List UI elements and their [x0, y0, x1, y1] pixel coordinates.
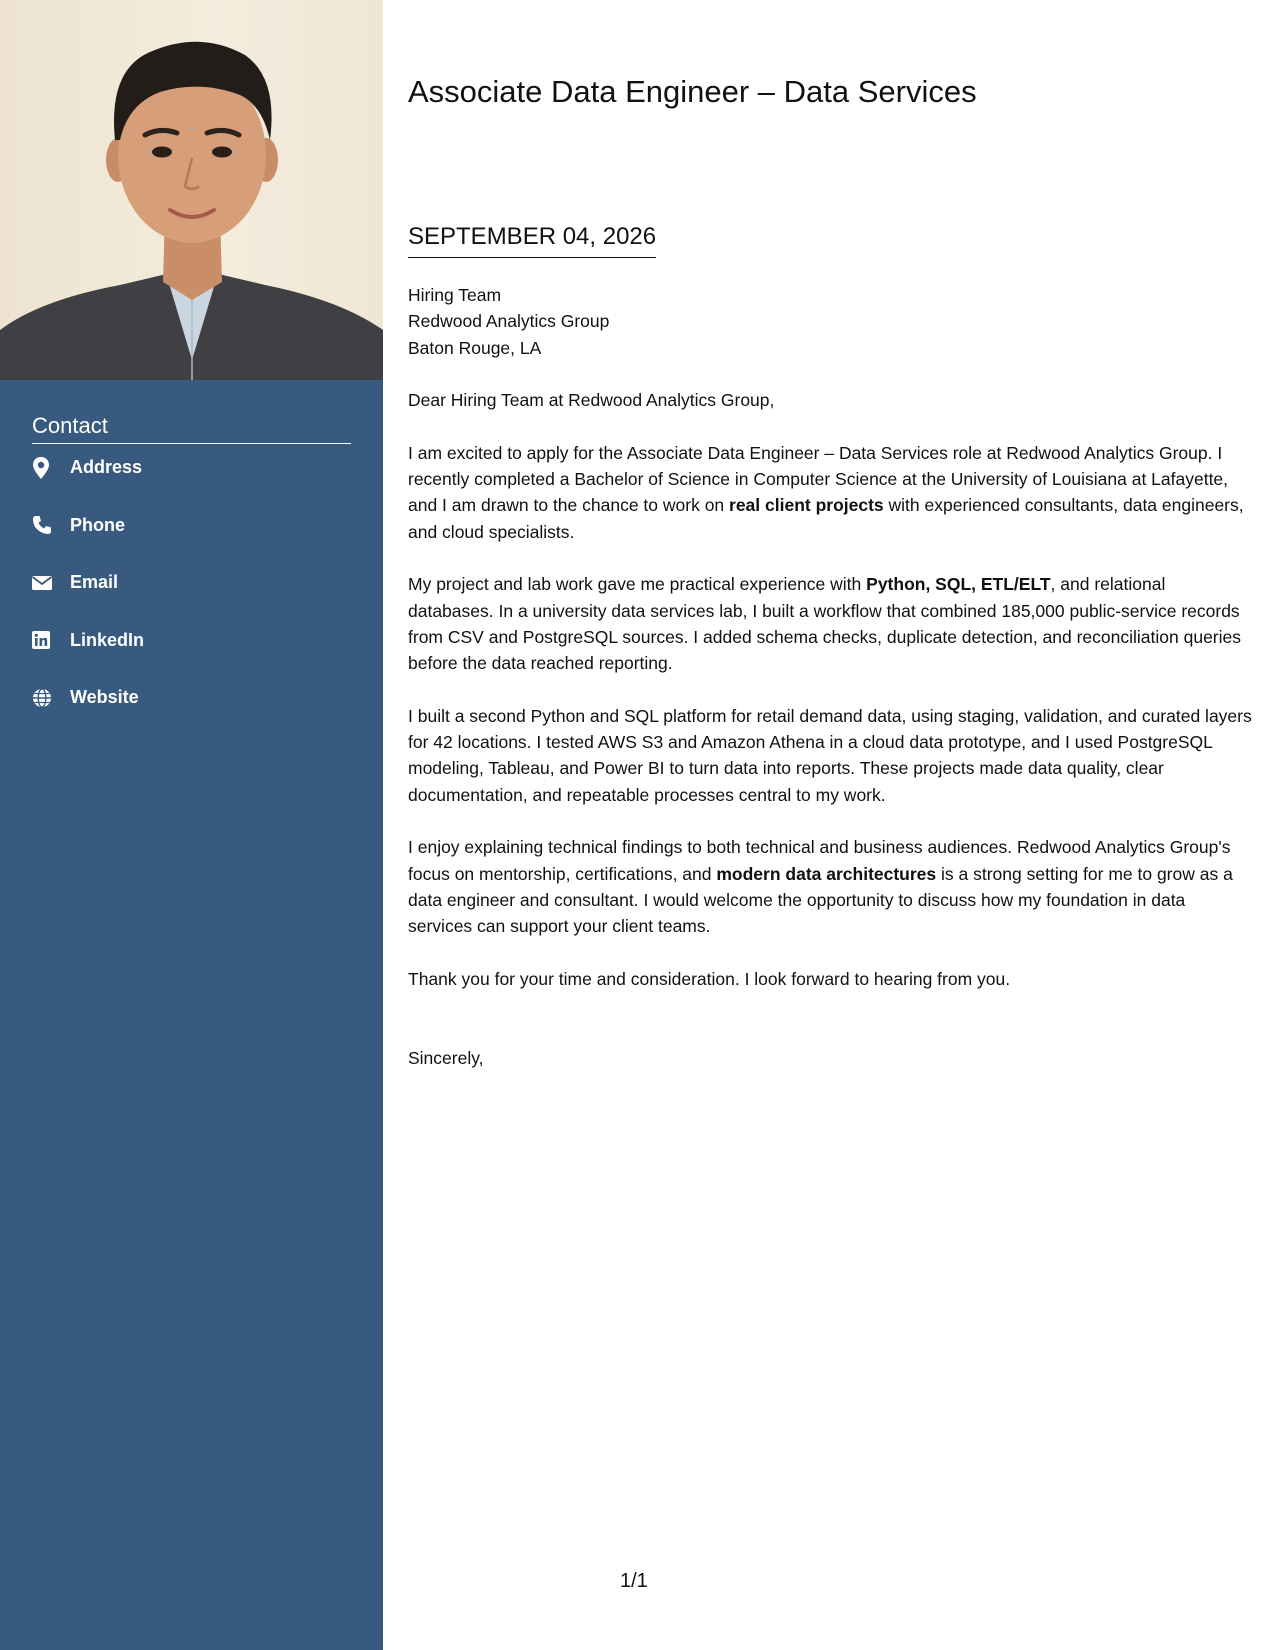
paragraph-2-text-end: , and relational databases. In a university data services lab, I built a workflow that combined 185,000 public-service records from CSV and PostgreSQL sources. I added schema checks, duplicate detection, and reconciliation queries before the data reached reporting. [408, 574, 1242, 674]
paragraph-1-bold: real client projects [729, 495, 884, 516]
profile-photo [0, 0, 383, 380]
contact-label-email: Email [70, 572, 119, 592]
contact-list [32, 455, 352, 743]
phone-icon [32, 513, 58, 538]
sidebar [0, 0, 383, 1650]
contact-label-address: Address [70, 457, 143, 477]
paragraph-3: I built a second Python and SQL platform for retail demand data, using staging, validation, and curated layers for 42 locations. I tested AWS S3 and Amazon Athena in a cloud data prototype, and I used PostgreSQL modeling, Tableau, and Power BI to turn data into reports. These projects made data quality, clear documentation, and repeatable processes central to my work. [408, 705, 1252, 805]
paragraph-1-text-end: with experienced consultants, data engineers, and cloud specialists. [408, 495, 1244, 542]
page-number: 1/1 [620, 1570, 648, 1592]
paragraph-4-bold: modern data architectures [716, 863, 937, 884]
globe-icon [32, 685, 58, 710]
paragraph-1 [408, 440, 1253, 545]
recipient-line-1: Hiring Team [408, 285, 502, 305]
recipient-line-2: Redwood Analytics Group [408, 311, 610, 332]
contact-label-website: Website [70, 687, 139, 707]
contact-item-website[interactable] [32, 685, 352, 710]
contact-item-address[interactable] [32, 455, 352, 480]
map-pin-icon [32, 455, 58, 480]
paragraph-2-text: My project and lab work gave me practical experience with [408, 574, 867, 595]
letter-date: SEPTEMBER 04, 2026 [408, 222, 656, 258]
envelope-icon [32, 570, 58, 595]
paragraph-5: Thank you for your time and consideration. I look forward to hearing from you. [408, 968, 1011, 989]
paragraph-2 [408, 571, 1253, 676]
contact-item-phone[interactable] [32, 513, 352, 538]
contact-label-phone: Phone [70, 514, 126, 535]
contact-item-email[interactable] [32, 570, 352, 595]
paragraph-4-text: I enjoy explaining technical findings to both technical and business audiences. Redwood Analytics Group's focus on mentorship, certifications, and [408, 837, 1231, 884]
paragraph-4-text-end: is a strong setting for me to grow as a data engineer and consultant. I would welcome the opportunity to discuss how my foundation in data services can support your client teams. [408, 863, 1233, 937]
recipient-line-3: Baton Rouge, LA [408, 337, 542, 358]
paragraph-2-bold: Python, SQL, ETL/ELT [866, 574, 1051, 595]
paragraph-1-text: I am excited to apply for the Associate Data Engineer – Data Services role at Redwood Analytics Group. I recently completed a Bachelor of Science in Computer Science at the University of Louisiana at Lafayette, and I am drawn to the chance to work on [408, 442, 1229, 516]
letter-body [408, 282, 1253, 1071]
contact-label-linkedin: LinkedIn [70, 629, 145, 650]
contact-heading: Contact [32, 412, 351, 444]
contact-item-linkedin[interactable] [32, 628, 352, 653]
paragraph-4 [408, 834, 1253, 939]
closing: Sincerely, [408, 1047, 484, 1068]
salutation: Dear Hiring Team at Redwood Analytics Group, [408, 390, 775, 411]
page-title: Associate Data Engineer – Data Services [408, 74, 977, 109]
linkedin-icon [32, 628, 58, 653]
